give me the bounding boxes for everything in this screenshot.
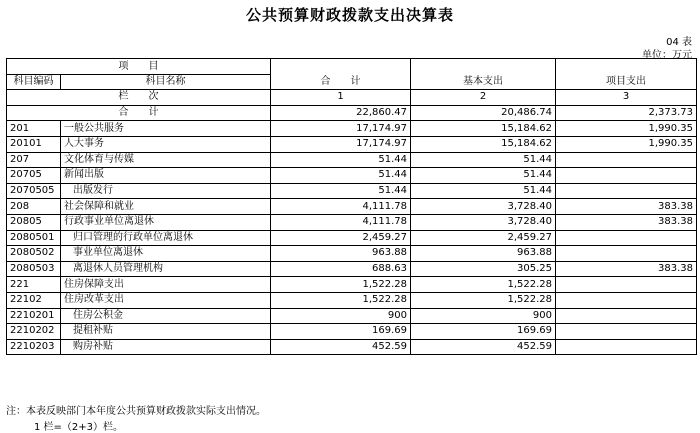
row-name: 离退休人员管理机构 [61,261,271,277]
row-project [556,152,697,168]
row-name: 归口管理的行政单位离退休 [61,230,271,246]
note-line-1: 注：本表反映部门本年度公共预算财政拨款实际支出情况。 [6,406,266,417]
table-row [7,183,697,199]
table-row [7,230,697,246]
row-basic: 3,728.40 [411,199,556,215]
row-code: 201 [7,121,61,137]
row-basic: 1,522.28 [411,292,556,308]
column-number-1: 1 [271,90,411,106]
row-name: 社会保障和就业 [61,199,271,215]
column-number-row [7,90,697,106]
row-basic: 305.25 [411,261,556,277]
header-basic: 基本支出 [411,59,556,90]
expenditure-table [6,58,697,355]
row-project: 383.38 [556,214,697,230]
row-code: 2210203 [7,339,61,355]
total-label: 合 计 [7,105,271,121]
row-project: 1,990.35 [556,136,697,152]
row-code: 20805 [7,214,61,230]
header-project: 项目支出 [556,59,697,90]
row-basic: 15,184.62 [411,136,556,152]
row-project [556,292,697,308]
row-name: 住房保障支出 [61,277,271,293]
table-row [7,121,697,137]
row-project [556,308,697,324]
table-row [7,246,697,262]
row-basic: 169.69 [411,324,556,340]
row-name: 新闻出版 [61,168,271,184]
row-code: 2080502 [7,246,61,262]
row-code: 2210201 [7,308,61,324]
row-project: 1,990.35 [556,121,697,137]
header-row-item [7,59,697,75]
row-code: 2080501 [7,230,61,246]
row-total: 4,111.78 [271,214,411,230]
total-project: 2,373.73 [556,105,697,121]
table-row [7,214,697,230]
row-name: 一般公共服务 [61,121,271,137]
column-label: 栏 次 [7,90,271,106]
row-project [556,277,697,293]
row-basic: 452.59 [411,339,556,355]
row-total: 1,522.28 [271,292,411,308]
row-basic: 900 [411,308,556,324]
table-row [7,261,697,277]
table-row [7,292,697,308]
row-basic: 51.44 [411,183,556,199]
row-basic: 51.44 [411,152,556,168]
row-code: 22102 [7,292,61,308]
table-row [7,152,697,168]
row-basic: 2,459.27 [411,230,556,246]
header-total: 合 计 [271,59,411,90]
row-code: 208 [7,199,61,215]
unit-label: 单位：万元 [642,50,692,61]
total-basic: 20,486.74 [411,105,556,121]
note-line-2: 1 栏=（2+3）栏。 [34,422,124,433]
row-total: 51.44 [271,183,411,199]
row-project: 383.38 [556,199,697,215]
row-code: 20101 [7,136,61,152]
row-basic: 3,728.40 [411,214,556,230]
row-total: 900 [271,308,411,324]
column-number-2: 2 [411,90,556,106]
row-name: 人大事务 [61,136,271,152]
row-project [556,230,697,246]
row-name: 行政事业单位离退休 [61,214,271,230]
row-project [556,339,697,355]
table-row [7,339,697,355]
row-name: 出版发行 [61,183,271,199]
row-basic: 1,522.28 [411,277,556,293]
row-name: 住房改革支出 [61,292,271,308]
row-code: 2210202 [7,324,61,340]
row-project [556,246,697,262]
row-project [556,183,697,199]
table-row [7,324,697,340]
row-basic: 15,184.62 [411,121,556,137]
header-code: 科目编码 [7,74,61,90]
table-number: 04 表 [666,37,692,48]
row-total: 51.44 [271,168,411,184]
row-total: 452.59 [271,339,411,355]
row-project [556,168,697,184]
report-title: 公共预算财政拨款支出决算表 [245,6,454,24]
row-total: 51.44 [271,152,411,168]
row-total: 4,111.78 [271,199,411,215]
row-project [556,324,697,340]
header-name: 科目名称 [61,74,271,90]
table-row [7,308,697,324]
row-total: 17,174.97 [271,136,411,152]
table-row [7,168,697,184]
row-code: 20705 [7,168,61,184]
row-code: 207 [7,152,61,168]
row-code: 2080503 [7,261,61,277]
row-code: 2070505 [7,183,61,199]
row-name: 文化体育与传媒 [61,152,271,168]
row-total: 963.88 [271,246,411,262]
row-code: 221 [7,277,61,293]
row-total: 2,459.27 [271,230,411,246]
table-row [7,136,697,152]
row-name: 事业单位离退休 [61,246,271,262]
row-name: 购房补贴 [61,339,271,355]
row-total: 169.69 [271,324,411,340]
row-total: 17,174.97 [271,121,411,137]
total-row [7,105,697,121]
row-basic: 963.88 [411,246,556,262]
column-number-3: 3 [556,90,697,106]
row-basic: 51.44 [411,168,556,184]
row-name: 住房公积金 [61,308,271,324]
header-item: 项 目 [7,59,271,75]
row-total: 688.63 [271,261,411,277]
row-project: 383.38 [556,261,697,277]
row-name: 提租补贴 [61,324,271,340]
table-row [7,199,697,215]
total-value: 22,860.47 [271,105,411,121]
row-total: 1,522.28 [271,277,411,293]
table-row [7,277,697,293]
